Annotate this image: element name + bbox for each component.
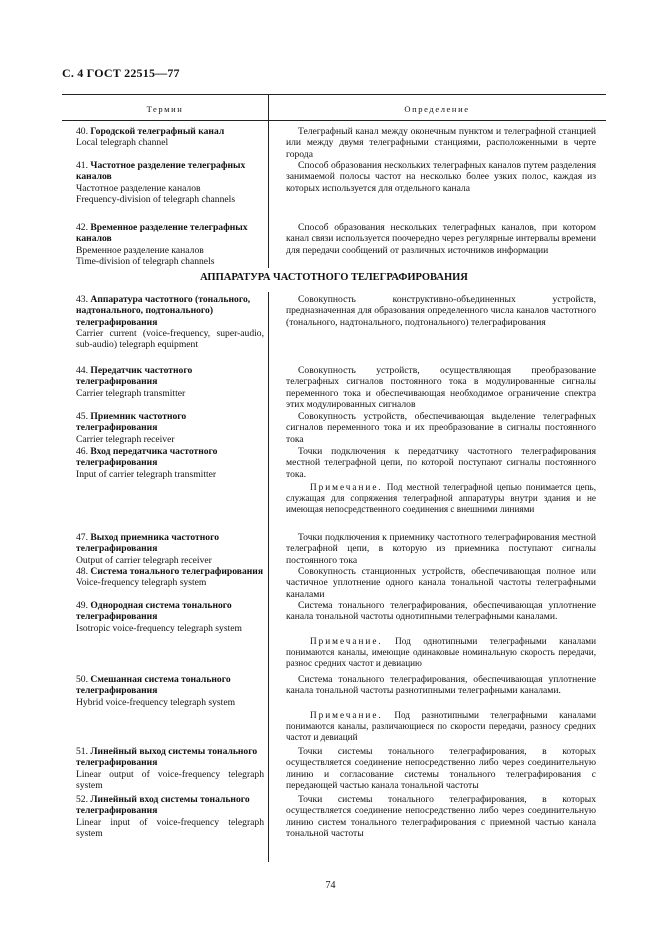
- term-number: 49.: [76, 600, 88, 611]
- column-header-definition: Определение: [404, 104, 470, 114]
- note-text: [286, 636, 596, 669]
- page-header: С. 4 ГОСТ 22515—77: [62, 66, 180, 80]
- term-synonym: Voice-frequency telegraph system: [76, 577, 207, 589]
- term-entry: [76, 446, 264, 480]
- term-number: 46.: [76, 446, 88, 457]
- column-divider: [268, 292, 269, 862]
- term-title: Городской телеграфный канал: [90, 126, 225, 137]
- definition-text: Точки системы тонального телеграфирования, в которых осуществляется соединение непосредственно либо через соединительную линию и согласование системы тонального телеграфирования с передающей частью канала тональной частоты: [286, 746, 596, 791]
- term-number: 47.: [76, 532, 88, 543]
- definition-text: Система тонального телеграфирования, обеспечивающая уплотнение канала тональной частоты разнотипными телеграфными каналами.: [286, 674, 596, 697]
- term-number: 52.: [76, 794, 88, 805]
- term-synonym: Output of carrier telegraph receiver: [76, 554, 212, 566]
- term-number: 43.: [76, 294, 88, 305]
- note-body: Под однотипными телеграфными каналами понимаются каналы, имеющие одинаковые номинальную скорость передачи, разнос средних частот и девиацию: [286, 636, 596, 668]
- definition-text: Совокупность конструктивно-объединенных устройств, предназначенная для образования определенного числа каналов частотного (тонального, надтонального, подтонального) телеграфирования: [286, 294, 596, 328]
- term-number: 50.: [76, 674, 88, 685]
- definition-text: Совокупность устройств, осуществляющая преобразование телеграфных сигналов постоянного тока в модулированные сигналы переменного тока и обеспечивающая необходимое ограничение спектра этих модулированных сигналов: [286, 365, 596, 410]
- table-top-rule: [62, 94, 606, 95]
- term-title: Смешанная система тонального телеграфирования: [76, 674, 231, 697]
- definition-text: Точки подключения к передатчику частотного телеграфирования местной телеграфной цепи, по которой поступают сигналы постоянного тока.: [286, 446, 596, 480]
- term-number: 45.: [76, 411, 88, 422]
- term-title: Приемник частотного телеграфирования: [76, 411, 187, 434]
- definition-text: Система тонального телеграфирования, обеспечивающая уплотнение канала тональной частоты однотипными телеграфными каналами.: [286, 600, 596, 623]
- term-synonym: Carrier current (voice-frequency, super-audio, sub-audio) telegraph equipment: [76, 327, 264, 351]
- term-entry: [76, 794, 264, 839]
- definition-text: Способ образования нескольких телеграфных каналов, при котором канал связи используется поочередно через регулярные интервалы времени для передачи сообщений от различных источников информации: [286, 222, 596, 256]
- term-synonym: Isotropic voice-frequency telegraph system: [76, 622, 242, 634]
- term-entry: [76, 746, 264, 791]
- term-number: 40.: [76, 126, 88, 137]
- term-number: 41.: [76, 160, 88, 171]
- term-title: Линейный вход системы тонального телеграфирования: [76, 794, 250, 817]
- definition-text: Совокупность устройств, обеспечивающая выделение телеграфных сигналов переменного тока и их преобразование в сигналы постоянного тока: [286, 411, 596, 445]
- term-synonym: Local telegraph channel: [76, 137, 169, 149]
- definition-text: Точки подключения к приемнику частотного телеграфирования местной телеграфной цепи, в которую из приемника поступают сигналы постоянного тока: [286, 532, 596, 566]
- term-synonym: Time-division of telegraph channels: [76, 255, 215, 267]
- definition-text: Способ образования нескольких телеграфных каналов путем разделения занимаемой полосы частот на несколько более узких полос, каждая из которых используется для отдельного канала: [286, 160, 596, 194]
- term-entry: [76, 674, 264, 708]
- term-title: Передатчик частотного телеграфирования: [76, 365, 193, 388]
- term-synonym: Carrier telegraph transmitter: [76, 387, 186, 399]
- term-title: Однородная система тонального телеграфирования: [76, 600, 232, 623]
- column-header-term: Термин: [146, 104, 184, 114]
- term-synonym: Временное разделение каналов: [76, 244, 204, 256]
- term-entry: [76, 160, 264, 205]
- term-number: 48.: [76, 566, 88, 577]
- section-title: АППАРАТУРА ЧАСТОТНОГО ТЕЛЕГРАФИРОВАНИЯ: [200, 272, 468, 283]
- term-title: Система тонального телеграфирования: [90, 566, 264, 577]
- term-synonym: Linear input of voice-frequency telegraph system: [76, 816, 264, 839]
- term-synonym: Hybrid voice-frequency telegraph system: [76, 696, 236, 708]
- term-title: Временное разделение телеграфных каналов: [76, 222, 248, 245]
- column-divider: [268, 94, 269, 268]
- term-entry: [76, 222, 264, 267]
- note-body: Под разнотипными телеграфными каналами понимаются каналы, различающиеся по скорости передачи, разносу средних частот и девиаций: [286, 710, 596, 742]
- term-title: Аппаратура частотного (тонального, надтонального, подтонального) телеграфирования: [76, 294, 251, 328]
- term-number: 42.: [76, 222, 88, 233]
- term-title: Линейный выход системы тонального телеграфирования: [76, 746, 258, 769]
- note-label: Примечание.: [310, 710, 383, 720]
- table-header-rule: [62, 120, 606, 121]
- term-entry: [76, 294, 264, 350]
- term-entry: [76, 600, 264, 634]
- term-synonym: Frequency-division of telegraph channels: [76, 193, 236, 205]
- note-label: Примечание.: [310, 482, 383, 492]
- term-synonym: Linear output of voice-frequency telegraph system: [76, 768, 264, 791]
- term-title: Частотное разделение телеграфных каналов: [76, 160, 246, 183]
- term-number: 51.: [76, 746, 88, 757]
- note-text: [286, 710, 596, 743]
- term-synonym: Частотное разделение каналов: [76, 182, 201, 194]
- note-label: Примечание.: [310, 636, 383, 646]
- term-entry: [76, 126, 264, 149]
- term-number: 44.: [76, 365, 88, 376]
- note-body: Под местной телеграфной цепью понимается цепь, служащая для сопряжения телеграфной аппаратуры внутри здания и не имеющая непосредственного соединения с внешними линиями: [286, 482, 596, 514]
- term-entry: [76, 411, 264, 445]
- term-title: Вход передатчика частотного телеграфирования: [76, 446, 218, 469]
- term-entry: [76, 365, 264, 399]
- term-title: Выход приемника частотного телеграфирования: [76, 532, 219, 555]
- definition-text: Телеграфный канал между оконечным пунктом и телеграфной станцией или между двумя телеграфными станциями, расположенными в черте города: [286, 126, 596, 160]
- note-text: [286, 482, 596, 515]
- definition-text: Точки системы тонального телеграфирования, в которых осуществляется соединение непосредственно либо через соединительную линию систем тонального телеграфирования с приемной частью канала тональной частоты: [286, 794, 596, 839]
- term-synonym: Carrier telegraph receiver: [76, 433, 175, 445]
- term-entry: [76, 566, 264, 589]
- definition-text: Совокупность станционных устройств, обеспечивающая полное или частичное уплотнение одного канала тональной частоты телеграфными каналами: [286, 566, 596, 600]
- term-synonym: Input of carrier telegraph transmitter: [76, 468, 217, 480]
- term-entry: [76, 532, 264, 566]
- page-number: 74: [325, 880, 336, 891]
